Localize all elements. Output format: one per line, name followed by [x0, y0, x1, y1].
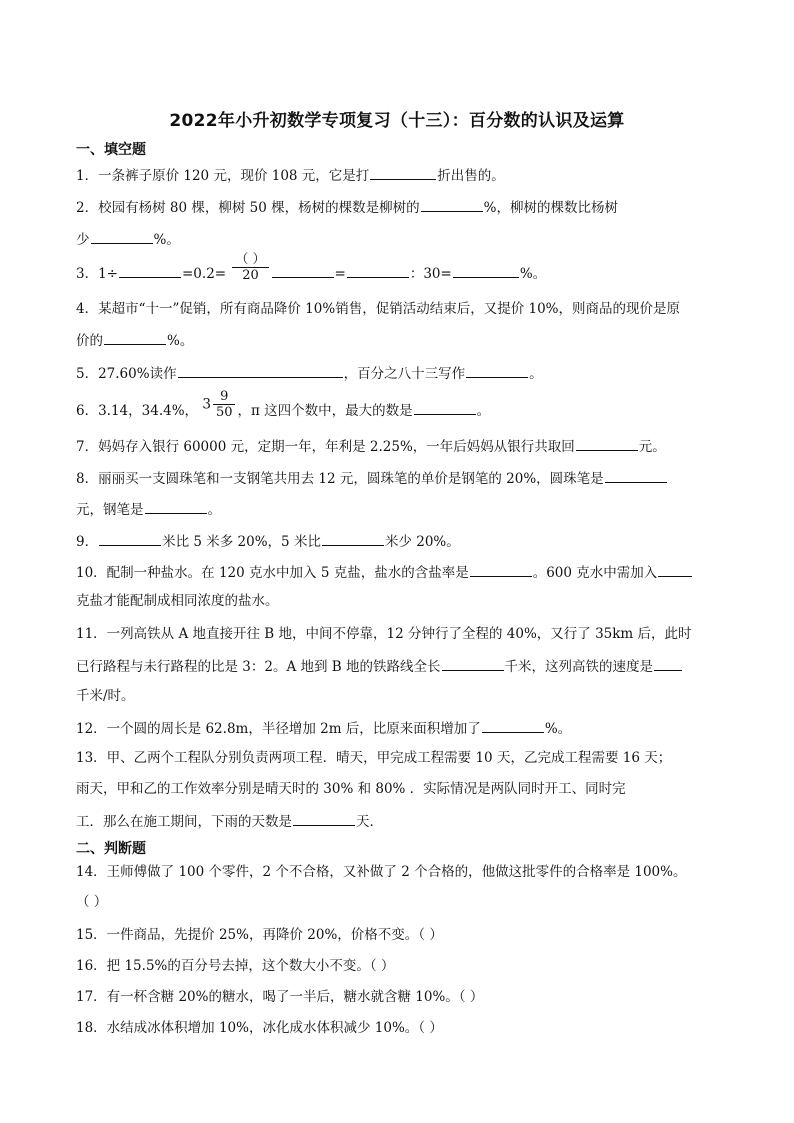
- question-6: 6．3.14，34.4%， 3 $\frac{9}{50}$ ，π 这四个数中，最大的数是 。: [76, 389, 491, 420]
- section-fill-in: 一、填空题: [76, 142, 146, 158]
- question-13: 13．甲、乙两个工程队分别负责两项工程．晴天，甲完成工程需要 10 天，乙完成工程需要 16 天；: [76, 750, 672, 766]
- answer-blank[interactable]: [453, 262, 519, 278]
- question-8-cont: 元，钢笔是 。: [76, 498, 221, 520]
- question-1: 1．一条裤子原价 120 元，现价 108 元，它是打 折出售的。: [76, 164, 505, 186]
- answer-blank[interactable]: [99, 530, 161, 546]
- answer-blank[interactable]: [421, 196, 483, 212]
- answer-blank[interactable]: [605, 467, 667, 483]
- answer-blank[interactable]: [322, 530, 384, 546]
- answer-blank[interactable]: [145, 498, 207, 514]
- question-14: 14．王师傅做了 100 个零件，2 个不合格，又补做了 2 个合格的，他做这批零件的合格率是 100%。: [76, 864, 687, 880]
- answer-blank[interactable]: [347, 262, 409, 278]
- question-2: 2．校园有杨树 80 棵，柳树 50 棵，杨树的棵数是柳树的 %，柳树的棵数比杨树: [76, 196, 618, 218]
- answer-blank[interactable]: [482, 717, 544, 733]
- question-3: 3．1÷ =0.2= $\frac{( )}{20}$ = ：30= %。: [76, 252, 547, 283]
- question-16: 16．把 15.5%的百分号去掉，这个数大小不变。（ ）: [76, 958, 395, 974]
- question-8: 8．丽丽买一支圆珠笔和一支钢笔共用去 12 元，圆珠笔的单价是钢笔的 20%，圆珠笔是: [76, 467, 668, 489]
- page-title: 2022年小升初数学专项复习（十三）：百分数的认识及运算: [169, 111, 625, 131]
- answer-blank[interactable]: [466, 362, 528, 378]
- question-12: 12．一个圆的周长是 62.8m，半径增加 2m 后，比原来面积增加了 %。: [76, 717, 571, 739]
- answer-blank[interactable]: [293, 810, 355, 826]
- question-2-cont: 少 %。: [76, 228, 180, 250]
- question-14-cont: [76, 892, 107, 912]
- answer-blank[interactable]: [442, 655, 504, 671]
- answer-blank[interactable]: [272, 262, 334, 278]
- question-4: 4．某超市“十一”促销，所有商品降价 10%销售，促销活动结束后，又提价 10%，则商品的现价是原: [76, 301, 680, 317]
- question-11-cont2: 千米/时。: [76, 688, 135, 704]
- answer-blank[interactable]: [658, 561, 692, 577]
- answer-blank[interactable]: [470, 561, 532, 577]
- question-7: 7．妈妈存入银行 60000 元，定期一年，年利是 2.25%，一年后妈妈从银行共取回 元。: [76, 435, 666, 457]
- answer-blank[interactable]: [104, 329, 166, 345]
- question-18: 18．水结成冰体积增加 10%，冰化成水体积减少 10%。（ ）: [76, 1020, 443, 1036]
- question-13-cont2: 工．那么在施工期间，下雨的天数是 天．: [76, 810, 383, 832]
- question-13-cont: 雨天，甲和乙的工作效率分别是晴天时的 30% 和 80% ．实际情况是两队同时开工、同时完: [76, 781, 626, 797]
- question-15: 15．一件商品，先提价 25%，再降价 20%，价格不变。（ ）: [76, 927, 443, 943]
- answer-blank[interactable]: [576, 435, 638, 451]
- section-true-false: 二、判断题: [76, 841, 146, 857]
- answer-blank[interactable]: [414, 399, 476, 415]
- question-5: 5．27.60%读作 ，百分之八十三写作 。: [76, 362, 543, 384]
- question-17: 17．有一杯含糖 20%的糖水，喝了一半后，糖水就含糖 10%。（ ）: [76, 989, 484, 1005]
- answer-blank[interactable]: [91, 228, 153, 244]
- answer-blank[interactable]: [654, 655, 682, 671]
- mixed-number: 3 $\frac{9}{50}$: [202, 389, 237, 420]
- question-4-cont: 价的 %。: [76, 329, 193, 351]
- question-10: 10．配制一种盐水。在 120 克水中加入 5 克盐，盐水的含盐率是 。600 克水中需加入: [76, 561, 693, 583]
- answer-blank[interactable]: [370, 164, 436, 180]
- answer-blank[interactable]: [119, 262, 181, 278]
- answer-parentheses[interactable]: （ ）: [76, 894, 108, 910]
- question-9: 9． 米比 5 米多 20%，5 米比 米少 20%。: [76, 530, 460, 552]
- question-10-cont: 克盐才能配制成相同浓度的盐水。: [76, 593, 279, 609]
- question-11: 11．一列高铁从 A 地直接开往 B 地，中间不停靠，12 分钟行了全程的 40%，又行了 35km 后，此时: [76, 626, 692, 642]
- question-11-cont: 已行路程与未行路程的比是 3：2。A 地到 B 地的铁路线全长 千米，这列高铁的速度是: [76, 655, 683, 677]
- answer-blank[interactable]: [178, 362, 343, 378]
- fraction: $\frac{( )}{20}$: [232, 252, 268, 283]
